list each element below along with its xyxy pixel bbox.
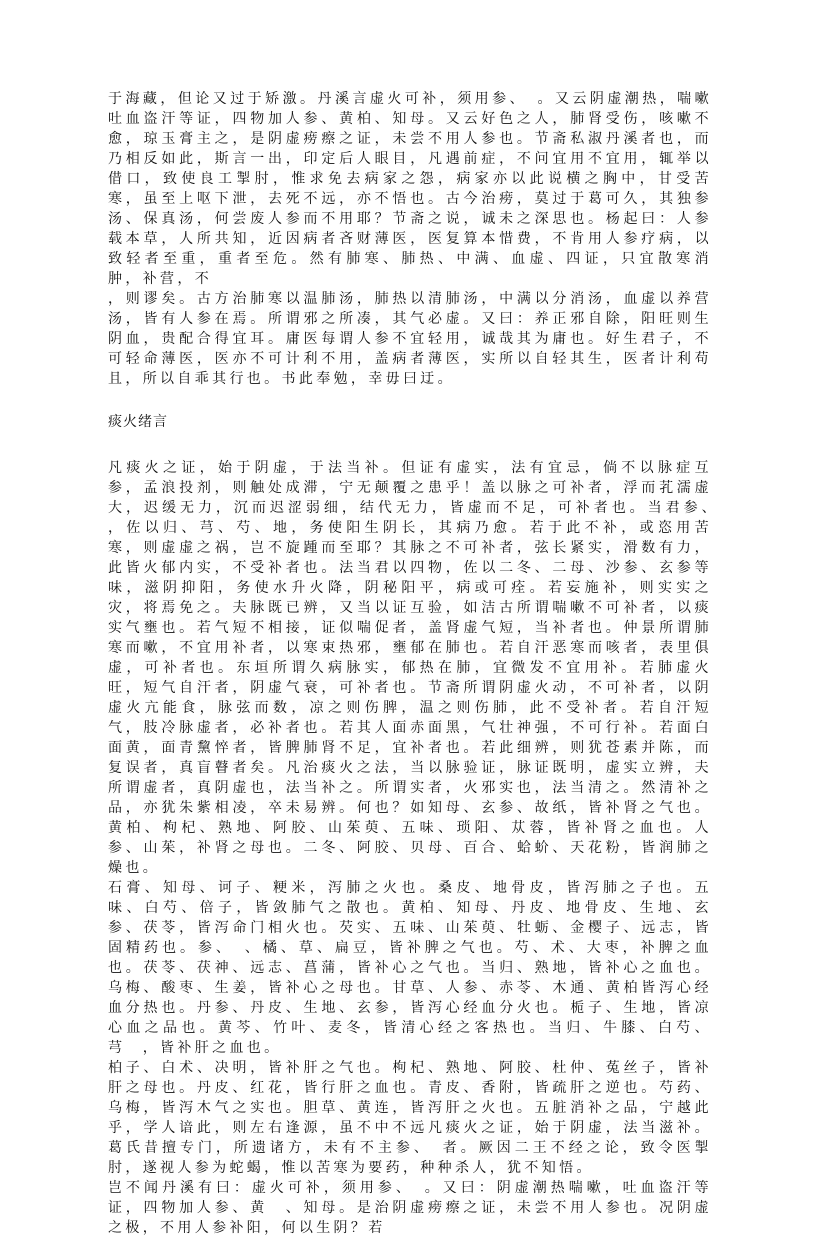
section-paragraph: 岂不闻丹溪有曰：虚火可补，须用参、 。又曰：阴虚潮热喘嗽，吐血盗汗等证，四物加人参、黄 、知母。是治阴虚痨瘵之证，未尝不用人参也。况阴虚之极，不用人参补阳，何以生阴？若 xyxy=(108,1180,712,1236)
section-title: 痰火绪言 xyxy=(108,414,168,430)
section-paragraph: 石膏、知母、诃子、粳米，泻肺之火也。桑皮、地骨皮，皆泻肺之子也。五味、白芍、倍子，皆敛肺气之散也。黄柏、知母、丹皮、地骨皮、生地、玄参、茯苓，皆泻命门相火也。芡实、五味、山茱萸、牡蛎、金樱子、远志，皆固精药也。参、 、橘、草、扁豆，皆补脾之气也。芍、术、大枣，补脾之血也。茯苓、茯神、远志、菖蒲，皆补心之气也。当归、熟地，皆补心之血也。乌梅、酸枣、生姜，皆补心之母也。甘草、人参、赤苓、木通、黄柏皆泻心经血分热也。丹参、丹皮、生地、玄参，皆泻心经血分火也。栀子、生地，皆凉心血之品也。黄芩、竹叶、麦冬，皆清心经之客热也。当归、牛膝、白芍、芎 ，皆补肝之血也。 xyxy=(108,880,712,1056)
section-body xyxy=(108,458,730,1238)
intro-paragraph: 于海藏，但论又过于矫激。丹溪言虚火可补，须用参、 。又云阴虚潮热，喘嗽吐血盗汗等证，四物加人参、黄柏、知母。又云好色之人，肺肾受伤，咳嗽不愈，琼玉膏主之，是阴虚痨瘵之证，未尝不用人参也。节斋私淑丹溪者也，而乃相反如此，斯言一出，印定后人眼目，凡遇前症，不问宜用不宜用，辄举以借口，致使良工掣肘，惟求免去病家之怨，病家亦以此说横之胸中，甘受苦寒，虽至上呕下泄，去死不远，亦不悟也。古今治痨，莫过于葛可久，其独参汤、保真汤，何尝废人参而不用耶？节斋之说，诚未之深思也。杨起曰：人参载本草，人所共知，近因病者吝财薄医，医复算本惜费，不肯用人参疗病，以致轻者至重，重者至危。然有肺寒、肺热、中满、血虚、四证，只宜散寒消肿，补营，不 xyxy=(108,91,712,287)
section-paragraph: 凡痰火之证，始于阴虚，于法当补。但证有虚实，法有宜忌，倘不以脉症互参，孟浪投剂，则触处成滞，宁无颠覆之患乎！盖以脉之可补者，浮而芤濡虚大，迟缓无力，沉而迟涩弱细，结代无力，皆虚而不足，可补者也。当君参、 ，佐以归、芎、芍、地，务使阳生阴长，其病乃愈。若于此不补，或恣用苦寒，则虚虚之祸，岂不旋踵而至耶？其脉之不可补者，弦长紧实，滑数有力，此皆火郁内实，不受补者也。法当君以四物，佐以二冬、二母、沙参、玄参等味，滋阴抑阳，务使水升火降，阴秘阳平，病或可痊。若妄施补，则实实之灾，将焉免之。夫脉既已辨，又当以证互验，如洁古所谓喘嗽不可补者，以痰实气壅也。若气短不相接，证似喘促者，盖肾虚气短，当补者也。仲景所谓肺寒而嗽，不宜用补者，以寒束热邪，壅郁在肺也。若自汗恶寒而咳者，表里俱虚，可补者也。东垣所谓久病脉实，郁热在肺，宜微发不宜用补。若肺虚火旺，短气自汗者，阴虚气衰，可补者也。节斋所谓阴虚火动，不可补者，以阴虚火亢能食，脉弦而数，凉之则伤脾，温之则伤肺，此不受补者。若自汗短气，肢冷脉虚者，必补者也。若其人面赤面黑，气壮神强，不可行补。若面白面黄，面青黧悴者，皆脾肺肾不足，宜补者也。若此细辨，则犹苍素并陈，而复误者，真盲瞽者矣。凡治痰火之法，当以脉验证，脉证既明，虚实立辨，夫所谓虚者，真阴虚也，法当补之。所谓实者，火邪实也，法当清之。然清补之品，亦犹朱紫相凌，卒未易辨。何也？如知母、玄参、故纸，皆补肾之气也。黄柏、枸杞、熟地、阿胶、山茱萸、五味、琐阳、苁蓉，皆补肾之血也。人参、山茱，补肾之母也。二冬、阿胶、贝母、百合、蛤蚧、天花粉，皆润肺之燥也。 xyxy=(108,460,730,876)
section-paragraph: 柏子、白术、决明，皆补肝之气也。枸杞、熟地、阿胶、杜仲、菟丝子，皆补肝之母也。丹皮、红花，皆行肝之血也。青皮、香附，皆疏肝之逆也。芍药、乌梅，皆泻木气之实也。胆草、黄连，皆泻肝之火也。五脏消补之品，宁越此乎，学人谙此，则左右逢源，虽不中不远凡痰火之证，始于阴虚，法当滋补。葛氏昔擅专门，所遗诸方，未有不主参、 者。厥因二王不经之论，致令医掣肘，遂视人参为蛇蝎，惟以苦寒为要药，种种杀人，犹不知悟。 xyxy=(108,1060,712,1176)
intro-paragraph-continued: ，则谬矣。古方治肺寒以温肺汤，肺热以清肺汤，中满以分消汤，血虚以养营汤，皆有人参在焉。所谓邪之所凑，其气必虚。又曰：养正邪自除，阳旺则生阴血，贵配合得宜耳。庸医每谓人参不宜轻用，诚哉其为庸也。好生君子，不可轻命薄医，医亦不可计利不用，盖病者薄医，实所以自轻其生，医者计利苟且，所以自乖其行也。书此奉勉，幸毋曰迂。 xyxy=(108,291,712,387)
document-page xyxy=(108,89,730,1238)
